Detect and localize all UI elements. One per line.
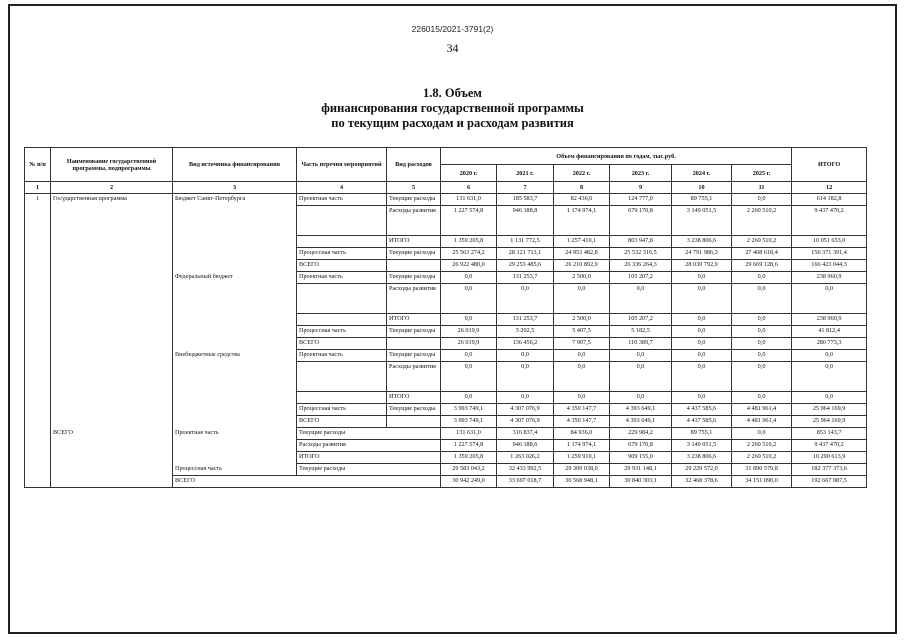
cell-no [25, 260, 51, 272]
cell-value: 29 583 043,2 [441, 464, 497, 476]
cell-expense-type [387, 260, 441, 272]
cell-value: 5 202,5 [497, 326, 554, 338]
column-number: 5 [387, 182, 441, 194]
cell-expense-type: Текущие расходы [297, 464, 441, 476]
cell-expense-type: Текущие расходы [387, 326, 441, 338]
cell-value: 1 263 026,2 [497, 452, 554, 464]
cell-source [173, 236, 297, 248]
header-expense-type: Вид расходов [387, 148, 441, 182]
cell-part: Проектная часть [297, 272, 387, 284]
header-no: № п/п [25, 148, 51, 182]
cell-source [173, 392, 297, 404]
cell-source [173, 248, 297, 260]
cell-source [173, 206, 297, 236]
table-row [25, 248, 867, 260]
cell-value: 2 260 510,2 [732, 206, 792, 236]
cell-source [173, 416, 297, 428]
table-row [25, 338, 867, 350]
table-row [25, 416, 867, 428]
cell-value: 0,0 [672, 284, 732, 314]
cell-value: 4 350 147,7 [554, 404, 610, 416]
cell-program [51, 314, 173, 326]
cell-value: 946 188,8 [497, 206, 554, 236]
cell-source [173, 284, 297, 314]
cell-source: Внебюджетные средства [173, 350, 297, 362]
cell-program [51, 404, 173, 416]
cell-expense-type: ИТОГО [297, 452, 441, 464]
cell-value: 7 907,5 [554, 338, 610, 350]
column-number: 7 [497, 182, 554, 194]
column-number: 8 [554, 182, 610, 194]
cell-program [51, 464, 173, 476]
cell-part: Проектная часть [173, 428, 297, 440]
cell-value: 156 371 391,4 [792, 248, 867, 260]
cell-expense-type: ИТОГО [387, 314, 441, 326]
cell-value: 3 149 051,5 [672, 206, 732, 236]
cell-value: 2 500,0 [554, 272, 610, 284]
column-number: 12 [792, 182, 867, 194]
cell-value: 0,0 [441, 362, 497, 392]
cell-no [25, 392, 51, 404]
cell-value: 0,0 [554, 350, 610, 362]
cell-value: 803 947,8 [610, 236, 672, 248]
cell-value: 0,0 [732, 392, 792, 404]
cell-source [173, 314, 297, 326]
cell-value: 0,0 [732, 350, 792, 362]
cell-value: 3 238 806,6 [672, 236, 732, 248]
cell-value: 316 837,4 [497, 428, 554, 440]
cell-value: 0,0 [610, 362, 672, 392]
cell-program [51, 260, 173, 272]
table-row [25, 314, 867, 326]
cell-value: 124 777,0 [610, 194, 672, 206]
cell-value: 28 030 792,9 [672, 260, 732, 272]
cell-value: 89 755,1 [672, 428, 732, 440]
cell-value: 853 143,7 [792, 428, 867, 440]
cell-value: 679 170,8 [610, 440, 672, 452]
cell-part [297, 236, 387, 248]
cell-value: 1 174 974,1 [554, 440, 610, 452]
cell-value: 182 377 373,6 [792, 464, 867, 476]
cell-value: 1 359 205,8 [441, 236, 497, 248]
cell-value: 30 840 303,1 [610, 476, 672, 488]
column-number: 1 [25, 182, 51, 194]
cell-value: 29 253 485,6 [497, 260, 554, 272]
cell-value: 946 188,6 [497, 440, 554, 452]
cell-no [25, 248, 51, 260]
cell-value: 41 812,4 [792, 326, 867, 338]
document-number: 226015/2021-3791(2) [411, 24, 494, 34]
cell-expense-type: Расходы развития [387, 284, 441, 314]
cell-value: 32 468 378,6 [672, 476, 732, 488]
cell-value: 4 481 961,4 [732, 416, 792, 428]
cell-no [25, 404, 51, 416]
cell-value: 679 170,8 [610, 206, 672, 236]
cell-value: 238 960,9 [792, 314, 867, 326]
cell-value: 0,0 [610, 392, 672, 404]
cell-value: 34 151 090,0 [732, 476, 792, 488]
cell-expense-type: Расходы развития [387, 206, 441, 236]
cell-value: 0,0 [441, 350, 497, 362]
header-year: 2024 г. [672, 165, 732, 182]
cell-source [173, 338, 297, 350]
cell-value: 0,0 [672, 326, 732, 338]
column-number: 3 [173, 182, 297, 194]
cell-no [25, 326, 51, 338]
cell-value: 31 890 579,8 [732, 464, 792, 476]
cell-value: 3 993 749,1 [441, 404, 497, 416]
cell-value: 0,0 [732, 284, 792, 314]
cell-value: 0,0 [497, 392, 554, 404]
cell-value: 29 309 038,0 [554, 464, 610, 476]
table-row [25, 452, 867, 464]
cell-value: 3 993 749,1 [441, 416, 497, 428]
table-row [25, 404, 867, 416]
cell-value: 192 667 987,5 [792, 476, 867, 488]
cell-value: 5 182,5 [610, 326, 672, 338]
cell-value: 238 960,9 [792, 272, 867, 284]
cell-expense-type: Текущие расходы [387, 404, 441, 416]
cell-value: 2 260 510,2 [732, 452, 792, 464]
cell-expense-type: Текущие расходы [387, 272, 441, 284]
cell-value: 32 433 992,5 [497, 464, 554, 476]
cell-part [297, 206, 387, 236]
cell-value: 4 481 961,4 [732, 404, 792, 416]
cell-no [25, 428, 51, 440]
cell-value: 0,0 [672, 362, 732, 392]
table-row [25, 428, 867, 440]
cell-program [51, 440, 173, 452]
cell-value: 1 359 205,8 [441, 452, 497, 464]
cell-value: 0,0 [554, 362, 610, 392]
cell-expense-type: Текущие расходы [387, 248, 441, 260]
table-row [25, 464, 867, 476]
cell-value: 0,0 [672, 392, 732, 404]
cell-part [297, 314, 387, 326]
cell-program: ВСЕГО [51, 428, 173, 440]
cell-value: 9 437 470,2 [792, 440, 867, 452]
cell-value: 166 423 044,3 [792, 260, 867, 272]
cell-expense-type: Текущие расходы [297, 428, 441, 440]
cell-value: 84 936,0 [554, 428, 610, 440]
cell-program [51, 338, 173, 350]
cell-no [25, 452, 51, 464]
table-row [25, 236, 867, 248]
cell-value: 25 563 274,2 [441, 248, 497, 260]
cell-source: Бюджет Санкт-Петербурга [173, 194, 297, 206]
cell-value: 24 791 986,3 [672, 248, 732, 260]
cell-value: 0,0 [441, 314, 497, 326]
cell-program [51, 272, 173, 284]
cell-value: 3 238 806,6 [672, 452, 732, 464]
title-line-1: 1.8. Объем [423, 86, 482, 100]
cell-no [25, 272, 51, 284]
cell-value: 0,0 [732, 194, 792, 206]
cell-value: 3 149 051,5 [672, 440, 732, 452]
cell-value: 0,0 [732, 272, 792, 284]
financing-table [24, 147, 867, 488]
cell-value: 0,0 [672, 272, 732, 284]
cell-value: 30 568 948,1 [554, 476, 610, 488]
cell-value: 0,0 [732, 338, 792, 350]
table-row [25, 260, 867, 272]
cell-value: 0,0 [497, 362, 554, 392]
table-row [25, 362, 867, 392]
cell-part: Процессная часть [297, 326, 387, 338]
cell-part [297, 284, 387, 314]
cell-value: 27 408 618,4 [732, 248, 792, 260]
cell-value: 0,0 [792, 350, 867, 362]
cell-value: 28 121 713,1 [497, 248, 554, 260]
cell-value: 0,0 [732, 428, 792, 440]
column-number: 2 [51, 182, 173, 194]
cell-value: 0,0 [792, 284, 867, 314]
cell-value: 105 207,2 [610, 272, 672, 284]
cell-source [173, 260, 297, 272]
cell-value: 24 953 482,8 [554, 248, 610, 260]
cell-no [25, 338, 51, 350]
cell-no [25, 362, 51, 392]
table-row [25, 206, 867, 236]
cell-value: 131 631,0 [441, 194, 497, 206]
cell-value: 105 207,2 [610, 314, 672, 326]
cell-value: 33 697 018,7 [497, 476, 554, 488]
cell-value: 2 260 510,2 [732, 440, 792, 452]
cell-part: Проектная часть [297, 194, 387, 206]
cell-value: 26 922 480,0 [441, 260, 497, 272]
cell-value: 26 210 892,9 [554, 260, 610, 272]
cell-value: 0,0 [610, 284, 672, 314]
title-line-3: по текущим расходам и расходам развития [331, 116, 574, 130]
cell-value: 4 393 649,1 [610, 416, 672, 428]
cell-value: 89 755,1 [672, 194, 732, 206]
cell-source [173, 326, 297, 338]
cell-value: 25 964 169,9 [792, 416, 867, 428]
column-number: 4 [297, 182, 387, 194]
column-number: 10 [672, 182, 732, 194]
cell-program [51, 236, 173, 248]
header-program: Наименование государственной программы, подпрограммы [51, 148, 173, 182]
header-year: 2025 г. [732, 165, 792, 182]
cell-value: 1 227 574,8 [441, 206, 497, 236]
cell-expense-type: Расходы развития [297, 440, 441, 452]
cell-program [51, 416, 173, 428]
cell-value: 614 182,8 [792, 194, 867, 206]
table-row [25, 476, 867, 488]
cell-part: Процессная часть [297, 248, 387, 260]
cell-value: 0,0 [441, 284, 497, 314]
cell-part [297, 392, 387, 404]
header-year: 2020 г. [441, 165, 497, 182]
cell-value: 4 393 649,1 [610, 404, 672, 416]
table-row [25, 392, 867, 404]
cell-value: 1 131 772,5 [497, 236, 554, 248]
cell-value: 0,0 [497, 350, 554, 362]
cell-part [173, 452, 297, 464]
cell-part: ВСЕГО [297, 338, 387, 350]
column-number: 11 [732, 182, 792, 194]
cell-value: 131 253,7 [497, 314, 554, 326]
cell-value: 0,0 [672, 350, 732, 362]
cell-value: 0,0 [554, 284, 610, 314]
cell-no [25, 476, 51, 488]
cell-part [297, 362, 387, 392]
table-row [25, 326, 867, 338]
cell-value: 25 964 169,9 [792, 404, 867, 416]
cell-value: 1 259 910,1 [554, 452, 610, 464]
cell-program [51, 476, 173, 488]
header-year: 2021 г. [497, 165, 554, 182]
page-number: 34 [446, 41, 459, 55]
cell-value: 0,0 [732, 362, 792, 392]
cell-no [25, 350, 51, 362]
cell-value: 2 260 510,2 [732, 236, 792, 248]
cell-value: 10 290 613,9 [792, 452, 867, 464]
cell-value: 0,0 [441, 272, 497, 284]
cell-value: 0,0 [441, 392, 497, 404]
cell-value: 4 437 585,6 [672, 404, 732, 416]
table-row [25, 440, 867, 452]
cell-value: 4 437 585,6 [672, 416, 732, 428]
table-row [25, 272, 867, 284]
cell-value: 29 229 572,0 [672, 464, 732, 476]
cell-value: 0,0 [732, 314, 792, 326]
cell-value: 29 669 128,6 [732, 260, 792, 272]
cell-value: 131 631,0 [441, 428, 497, 440]
cell-program [51, 452, 173, 464]
cell-part: Проектная часть [297, 350, 387, 362]
cell-value: 4 307 076,9 [497, 404, 554, 416]
cell-value: 909 155,0 [610, 452, 672, 464]
cell-part [173, 440, 297, 452]
cell-value: 10 051 653,0 [792, 236, 867, 248]
cell-value: 4 350 147,7 [554, 416, 610, 428]
header-year: 2022 г. [554, 165, 610, 182]
cell-value: 0,0 [792, 392, 867, 404]
cell-value: 25 532 316,5 [610, 248, 672, 260]
table-row [25, 284, 867, 314]
header-source: Вид источника финансирования [173, 148, 297, 182]
cell-program [51, 284, 173, 314]
header-volume: Объем финансирования по годам, тыс.руб. [441, 148, 792, 165]
cell-program [51, 206, 173, 236]
cell-no [25, 464, 51, 476]
cell-value: 185 583,7 [497, 194, 554, 206]
cell-value: 0,0 [610, 350, 672, 362]
cell-part: Процессная часть [297, 404, 387, 416]
cell-expense-type: Текущие расходы [387, 194, 441, 206]
cell-expense-type: Расходы развития [387, 362, 441, 392]
cell-no [25, 416, 51, 428]
cell-value: 30 942 249,0 [441, 476, 497, 488]
cell-value: 110 389,7 [610, 338, 672, 350]
cell-value: 5 407,5 [554, 326, 610, 338]
cell-source [173, 404, 297, 416]
cell-expense-type [387, 416, 441, 428]
cell-value: 82 436,0 [554, 194, 610, 206]
column-number: 6 [441, 182, 497, 194]
title-line-2: финансирования государственной программы [321, 101, 584, 115]
column-number: 9 [610, 182, 672, 194]
cell-value: 0,0 [672, 338, 732, 350]
cell-value: 2 500,0 [554, 314, 610, 326]
table-row [25, 194, 867, 206]
cell-value: 0,0 [672, 314, 732, 326]
cell-no [25, 236, 51, 248]
cell-no [25, 206, 51, 236]
cell-expense-type: ИТОГО [387, 236, 441, 248]
cell-value: 9 437 470,2 [792, 206, 867, 236]
cell-part: ВСЕГО [297, 260, 387, 272]
cell-value: 29 931 148,1 [610, 464, 672, 476]
cell-no [25, 284, 51, 314]
cell-program [51, 326, 173, 338]
cell-program [51, 362, 173, 392]
cell-value: 26 019,9 [441, 338, 497, 350]
cell-value: 280 773,3 [792, 338, 867, 350]
cell-part: Процессная часть [173, 464, 297, 476]
cell-expense-type: ИТОГО [387, 392, 441, 404]
cell-no [25, 314, 51, 326]
cell-expense-type: Текущие расходы [387, 350, 441, 362]
cell-source [173, 362, 297, 392]
cell-no: 1 [25, 194, 51, 206]
cell-value: 0,0 [497, 284, 554, 314]
cell-value: 131 253,7 [497, 272, 554, 284]
cell-value: 0,0 [554, 392, 610, 404]
cell-value: 136 456,2 [497, 338, 554, 350]
cell-value: 26 019,9 [441, 326, 497, 338]
header-year: 2023 г. [610, 165, 672, 182]
table-row [25, 350, 867, 362]
cell-expense-type [387, 338, 441, 350]
header-part: Часть перечня мероприятий [297, 148, 387, 182]
cell-value: 1 227 574,8 [441, 440, 497, 452]
cell-value: 0,0 [792, 362, 867, 392]
grand-total-label: ВСЕГО [173, 476, 441, 488]
cell-program [51, 248, 173, 260]
cell-program: Государственная программа [51, 194, 173, 206]
cell-no [25, 440, 51, 452]
cell-value: 1 174 974,1 [554, 206, 610, 236]
header-total: ИТОГО [792, 148, 867, 182]
cell-value: 4 307 076,9 [497, 416, 554, 428]
cell-value: 229 984,2 [610, 428, 672, 440]
cell-value: 1 257 410,1 [554, 236, 610, 248]
cell-source: Федеральный бюджет [173, 272, 297, 284]
cell-program [51, 392, 173, 404]
cell-value: 26 336 264,3 [610, 260, 672, 272]
cell-part: ВСЕГО [297, 416, 387, 428]
cell-value: 0,0 [732, 326, 792, 338]
section-title [0, 86, 905, 131]
cell-program [51, 350, 173, 362]
